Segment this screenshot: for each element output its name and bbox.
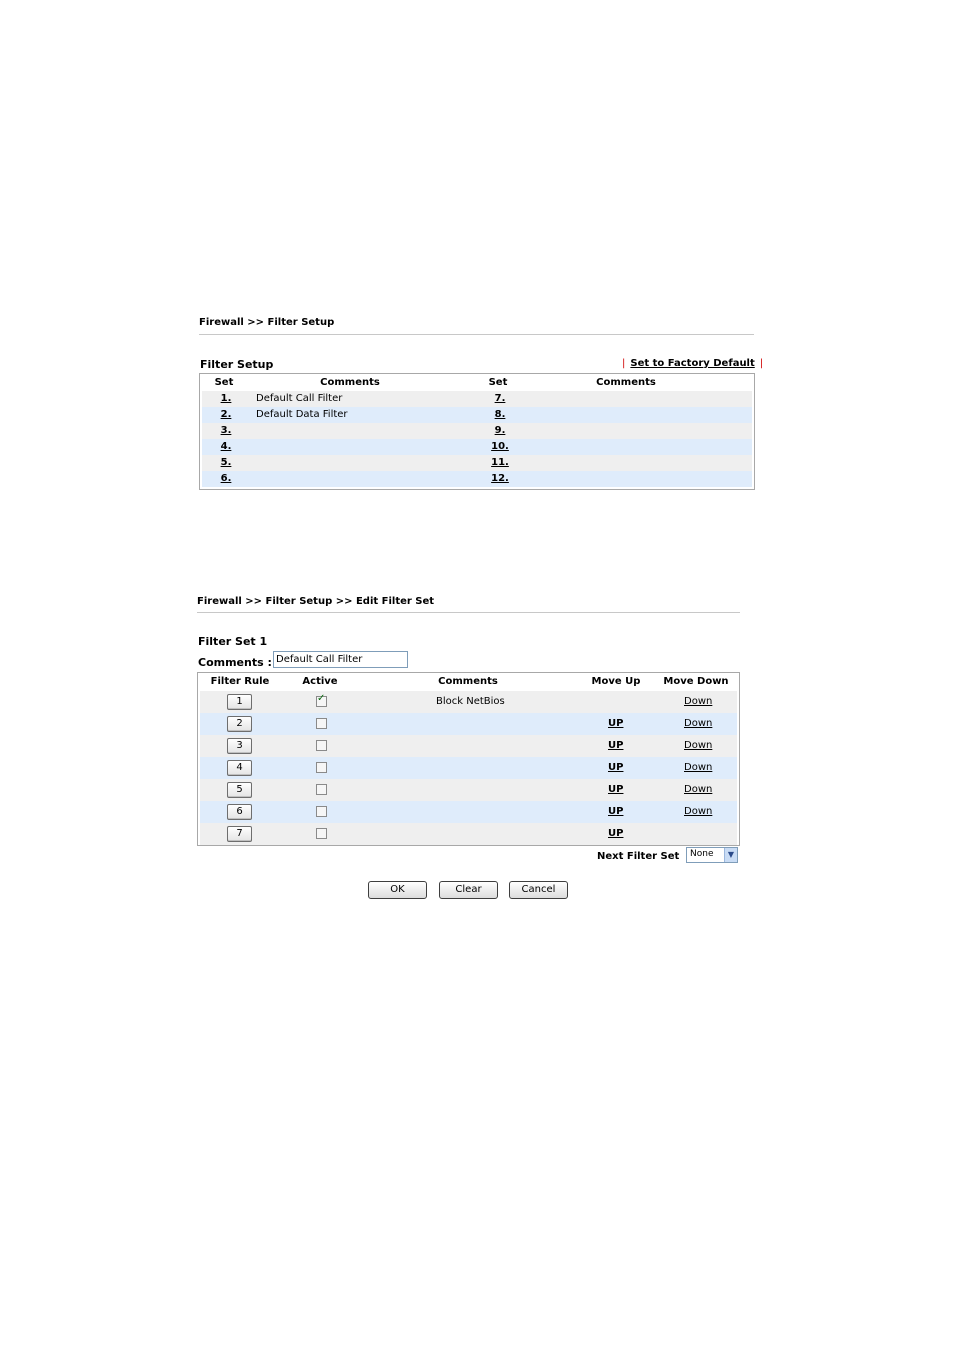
filter-set-link[interactable]: 5. — [220, 457, 232, 468]
column-header-move-up: Move Up — [591, 676, 641, 687]
move-down-link[interactable]: Down — [684, 696, 713, 707]
filter-set-link[interactable]: 9. — [494, 425, 506, 436]
next-filter-set-label: Next Filter Set — [597, 851, 680, 862]
filter-rule-button[interactable]: 6 — [227, 804, 252, 820]
column-header-comments: Comments — [596, 377, 656, 388]
separator: | — [622, 358, 626, 369]
active-checkbox[interactable] — [316, 828, 327, 839]
filter-rules-table — [197, 672, 740, 846]
table-row — [200, 823, 737, 845]
move-up-link[interactable]: UP — [608, 762, 624, 773]
filter-rule-button[interactable]: 2 — [227, 716, 252, 732]
table-row — [200, 779, 737, 801]
table-row — [200, 757, 737, 779]
filter-set-link[interactable]: 6. — [220, 473, 232, 484]
move-down-link[interactable]: Down — [684, 784, 713, 795]
filter-set-link[interactable]: 4. — [220, 441, 232, 452]
column-header-active: Active — [302, 676, 338, 687]
active-checkbox[interactable] — [316, 806, 327, 817]
filter-set-link[interactable]: 7. — [494, 393, 506, 404]
factory-default-bar — [622, 358, 763, 369]
filter-sets-table — [199, 373, 755, 490]
column-header-comments: Comments — [438, 676, 498, 687]
comments-input[interactable]: Default Call Filter — [273, 651, 408, 668]
table-row — [202, 423, 752, 439]
active-checkbox[interactable] — [316, 740, 327, 751]
move-up-link[interactable]: UP — [608, 806, 624, 817]
divider — [199, 334, 754, 335]
cancel-button[interactable]: Cancel — [509, 881, 568, 899]
ok-button[interactable]: OK — [368, 881, 427, 899]
clear-button[interactable]: Clear — [439, 881, 498, 899]
comments-label: Comments : — [198, 656, 272, 669]
table-row — [200, 735, 737, 757]
active-checkbox[interactable] — [316, 718, 327, 729]
filter-set-link[interactable]: 10. — [491, 441, 509, 452]
table-row — [202, 407, 752, 423]
filter-rule-button[interactable]: 5 — [227, 782, 252, 798]
column-header-comments: Comments — [320, 377, 380, 388]
column-header-set: Set — [214, 377, 234, 388]
table-row — [200, 801, 737, 823]
filter-set-link[interactable]: 12. — [491, 473, 509, 484]
table-row — [202, 439, 752, 455]
next-filter-set-select[interactable] — [686, 847, 738, 863]
chevron-down-icon[interactable]: ▼ — [724, 848, 737, 862]
factory-default-link[interactable]: Set to Factory Default — [630, 358, 755, 369]
column-header-set: Set — [488, 377, 508, 388]
table-row — [202, 391, 752, 407]
filter-rule-button[interactable]: 7 — [227, 826, 252, 842]
section-title: Filter Setup — [200, 358, 274, 371]
table-row — [202, 471, 752, 487]
filter-set-comment: Default Data Filter — [256, 409, 348, 420]
column-header-move-down: Move Down — [663, 676, 729, 687]
filter-set-link[interactable]: 2. — [220, 409, 232, 420]
filter-set-title: Filter Set 1 — [198, 635, 268, 648]
rule-comment: Block NetBios — [436, 696, 505, 707]
filter-set-link[interactable]: 11. — [491, 457, 509, 468]
table-row — [202, 455, 752, 471]
active-checkbox[interactable] — [316, 762, 327, 773]
column-header-filter-rule: Filter Rule — [210, 676, 270, 687]
table-row — [200, 691, 737, 713]
move-down-link[interactable]: Down — [684, 740, 713, 751]
filter-set-link[interactable]: 1. — [220, 393, 232, 404]
separator: | — [759, 358, 764, 369]
filter-set-comment: Default Call Filter — [256, 393, 343, 404]
filter-set-link[interactable]: 8. — [494, 409, 506, 420]
filter-rule-button[interactable]: 1 — [227, 694, 252, 710]
filter-rule-button[interactable]: 3 — [227, 738, 252, 754]
breadcrumb: Firewall >> Filter Setup — [199, 317, 335, 328]
divider — [197, 612, 740, 613]
move-up-link[interactable]: UP — [608, 718, 624, 729]
move-up-link[interactable]: UP — [608, 784, 624, 795]
move-up-link[interactable]: UP — [608, 828, 624, 839]
active-checkbox[interactable] — [316, 696, 327, 707]
move-down-link[interactable]: Down — [684, 718, 713, 729]
breadcrumb: Firewall >> Filter Setup >> Edit Filter Set — [197, 596, 435, 607]
move-up-link[interactable]: UP — [608, 740, 624, 751]
table-row — [200, 713, 737, 735]
active-checkbox[interactable] — [316, 784, 327, 795]
move-down-link[interactable]: Down — [684, 762, 713, 773]
filter-set-link[interactable]: 3. — [220, 425, 232, 436]
move-down-link[interactable]: Down — [684, 806, 713, 817]
next-filter-set-value: None — [690, 849, 714, 859]
filter-rule-button[interactable]: 4 — [227, 760, 252, 776]
